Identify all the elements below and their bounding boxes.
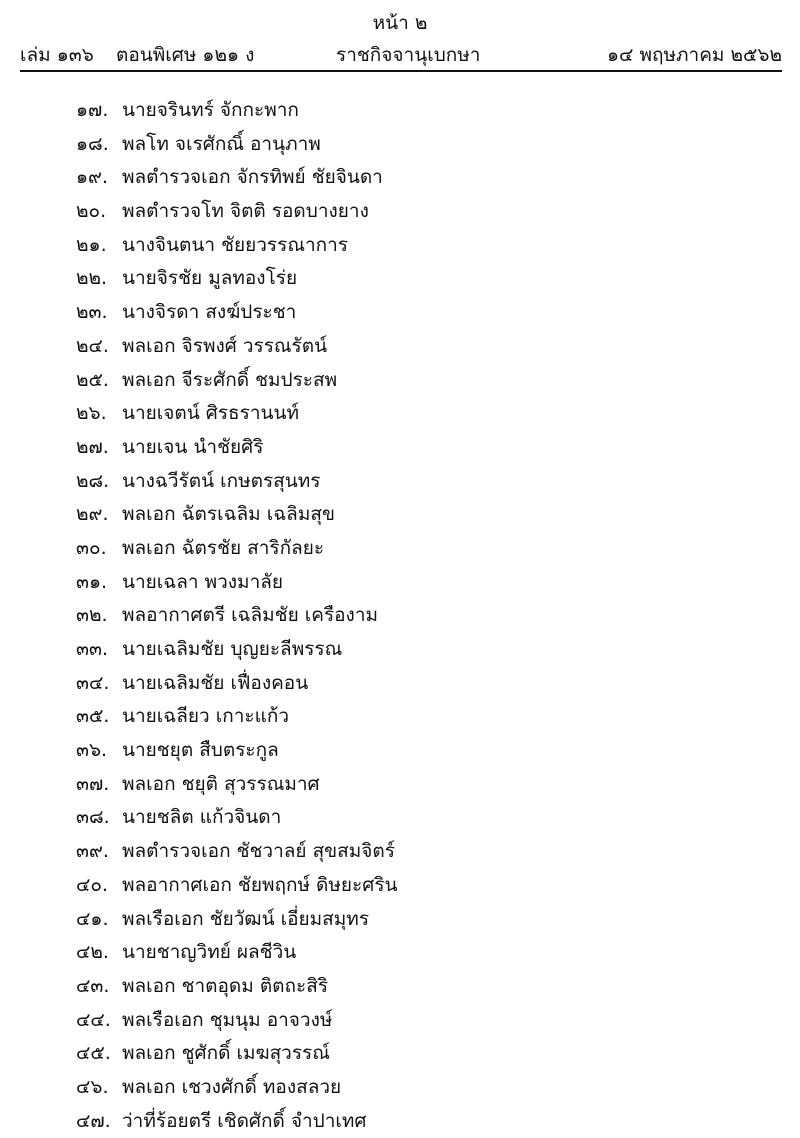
person-name: พลอากาศเอก ชัยพฤกษ์ ดิษยะศริน (122, 873, 398, 896)
item-number: ๓๕. (76, 705, 110, 728)
item-number: ๔๗. (76, 1109, 111, 1132)
list-item (76, 1105, 398, 1138)
name-list (76, 94, 398, 1138)
item-number: ๓๑. (76, 570, 108, 593)
person-name: นายชาญวิทย์ ผลชีวิน (122, 941, 297, 964)
list-item (76, 869, 398, 903)
item-number: ๒๒. (76, 267, 108, 290)
list-item (76, 667, 398, 701)
item-number: ๒๐. (76, 200, 107, 223)
item-number: ๒๕. (76, 368, 109, 391)
list-item (76, 768, 398, 802)
item-number: ๓๓. (76, 638, 109, 660)
person-name: นายจิรชัย มูลทองโร่ย (122, 267, 298, 290)
item-number: ๑๘. (76, 132, 109, 155)
list-item (76, 229, 398, 263)
person-name: พลตำรวจเอก ชัชวาลย์ สุขสมจิตร์ (122, 840, 395, 863)
person-name: นายเจน นำชัยศิริ (122, 435, 264, 458)
item-number: ๔๕. (76, 1042, 111, 1065)
list-item (76, 566, 398, 600)
list-item (76, 465, 398, 499)
item-number: ๑๗. (76, 99, 109, 121)
person-name: พลเรือเอก ชุมนุม อาจวงษ์ (122, 1008, 333, 1031)
person-name: นายเจตน์ ศิรธรานนท์ (122, 402, 300, 425)
publication-title: ราชกิจจานุเบกษา (336, 44, 481, 66)
person-name: พลโท จเรศักณิ์ อานุภาพ (122, 132, 321, 155)
item-number: ๓๒. (76, 604, 108, 627)
item-number: ๒๗. (76, 435, 109, 458)
item-number: ๒๔. (76, 334, 109, 357)
person-name: ว่าที่ร้อยตรี เชิดศักดิ์ จำปาเทศ (122, 1109, 367, 1132)
item-number: ๓๘. (76, 806, 110, 829)
item-number: ๓๔. (76, 671, 110, 694)
person-name: นางจิรดา สงฆ์ประชา (122, 301, 297, 324)
list-item (76, 801, 398, 835)
item-number: ๒๙. (76, 503, 109, 526)
list-item (76, 262, 398, 296)
list-item (76, 330, 398, 364)
item-number: ๔๐. (76, 873, 109, 896)
person-name: พลเอก ชูศักดิ์ เมฆสุวรรณ์ (122, 1042, 330, 1065)
item-number: ๒๑. (76, 233, 107, 256)
list-item (76, 1037, 398, 1071)
header-divider (20, 70, 782, 72)
issue-number: ตอนพิเศษ ๑๒๑ ง (116, 44, 255, 66)
volume-number: เล่ม ๑๓๖ (20, 44, 94, 66)
person-name: นายเฉลียว เกาะแก้ว (122, 705, 290, 728)
list-item (76, 734, 398, 768)
item-number: ๓๖. (76, 739, 108, 762)
person-name: พลเอก จิรพงศ์ วรรณรัตน์ (122, 334, 328, 357)
list-item (76, 700, 398, 734)
list-item (76, 633, 398, 667)
item-number: ๔๑. (76, 907, 109, 930)
gazette-header (20, 40, 782, 70)
list-item (76, 498, 398, 532)
person-name: พลเอก ชาตอุดม ติตถะสิริ (122, 974, 329, 997)
list-item (76, 94, 398, 128)
item-number: ๓๐. (76, 536, 107, 559)
person-name: พลเรือเอก ชัยวัฒน์ เอี่ยมสมุทร (122, 907, 370, 930)
list-item (76, 364, 398, 398)
item-number: ๑๙. (76, 166, 109, 189)
page-number: หน้า ๒ (372, 12, 428, 34)
item-number: ๔๒. (76, 941, 109, 964)
list-item (76, 128, 398, 162)
person-name: นายเฉลิมชัย บุญยะลีพรรณ (122, 638, 343, 660)
person-name: พลเอก ชยุติ สุวรรณมาศ (122, 772, 320, 795)
person-name: พลอากาศตรี เฉลิมชัย เครืองาม (122, 604, 379, 627)
item-number: ๒๘. (76, 469, 110, 492)
list-item (76, 296, 398, 330)
list-item (76, 1004, 398, 1038)
person-name: นายชลิต แก้วจินดา (122, 806, 282, 829)
item-number: ๔๓. (76, 974, 110, 997)
publication-date: ๑๔ พฤษภาคม ๒๕๖๒ (607, 44, 782, 66)
item-number: ๒๖. (76, 402, 107, 425)
list-item (76, 532, 398, 566)
list-item (76, 599, 398, 633)
list-item (76, 936, 398, 970)
item-number: ๒๓. (76, 301, 108, 324)
item-number: ๓๙. (76, 840, 109, 863)
list-item (76, 397, 398, 431)
person-name: นางฉวีรัตน์ เกษตรสุนทร (122, 469, 321, 492)
person-name: พลเอก ฉัตรชัย สาริกัลยะ (122, 536, 325, 559)
person-name: พลเอก เชวงศักดิ์ ทองสลวย (122, 1075, 342, 1098)
list-item (76, 161, 398, 195)
person-name: นายเฉลิมชัย เฟื่องคอน (122, 671, 309, 694)
list-item (76, 431, 398, 465)
person-name: นางจินตนา ชัยยวรรณาการ (122, 233, 349, 256)
item-number: ๔๖. (76, 1075, 109, 1098)
person-name: นายเฉลา พวงมาลัย (122, 570, 284, 593)
person-name: พลเอก ฉัตรเฉลิม เฉลิมสุข (122, 503, 335, 526)
list-item (76, 835, 398, 869)
person-name: พลตำรวจเอก จักรทิพย์ ชัยจินดา (122, 166, 383, 189)
person-name: นายชยุต สืบตระกูล (122, 739, 279, 762)
list-item (76, 970, 398, 1004)
person-name: พลตำรวจโท จิตติ รอดบางยาง (122, 200, 369, 223)
person-name: นายจรินทร์ จักกะพาก (122, 99, 299, 121)
list-item (76, 195, 398, 229)
item-number: ๔๔. (76, 1008, 111, 1031)
list-item (76, 1071, 398, 1105)
person-name: พลเอก จีระศักดิ์ ชมประสพ (122, 368, 338, 391)
list-item (76, 903, 398, 937)
item-number: ๓๗. (76, 772, 110, 795)
